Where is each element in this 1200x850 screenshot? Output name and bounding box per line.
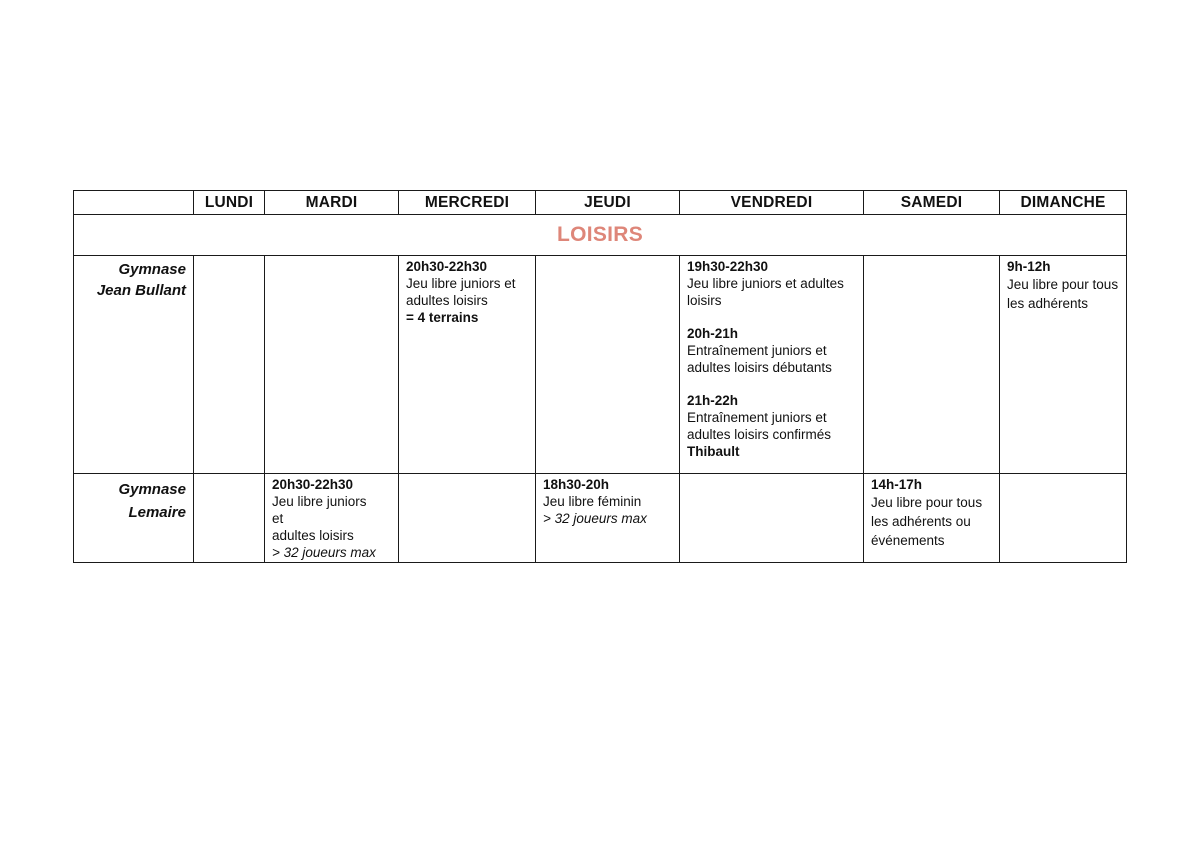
cell-lem-lundi [194,474,265,563]
slot-time: 20h30-22h30 [272,477,354,492]
slot-description: Jeu libre pour tous les adhérents ou événements [871,495,983,548]
cell-lem-mercredi [399,474,536,563]
slot-description: Jeu libre juniors et adultes loisirs [406,276,516,308]
cell-lem-dimanche [1000,474,1127,563]
header-row [74,191,1127,215]
cell-lem-mardi [265,474,399,563]
slot-note: = 4 terrains [406,310,479,325]
venue-line-2: Jean Bullant [96,282,186,299]
section-row [74,215,1127,256]
cell-jb-jeudi [536,256,680,474]
section-cell [74,215,1127,256]
day-header-lundi: LUNDI [194,191,265,215]
venue-label-lemaire [74,474,194,563]
cell-jb-mardi [265,256,399,474]
day-header-jeudi: JEUDI [536,191,680,215]
slot-time: 9h-12h [1007,259,1051,274]
slot-note: > 32 joueurs max [543,511,647,526]
section-title: LOISIRS [556,223,644,246]
slot-time: 20h-21h [687,326,739,341]
slot-description: Entraînement juniors et adultes loisirs débutants [687,343,832,375]
slot-coach: Thibault [687,444,740,459]
slot-time: 18h30-20h [543,477,610,492]
day-header-mercredi: MERCREDI [399,191,536,215]
day-header-vendredi: VENDREDI [680,191,864,215]
slot-description-line-2: et [272,511,284,526]
venue-label-jean-bullant [74,256,194,474]
slot-description: Jeu libre pour tous les adhérents [1007,277,1119,311]
slot-time: 21h-22h [687,393,739,408]
day-header-samedi: SAMEDI [864,191,1000,215]
corner-cell [74,191,194,215]
schedule-table [73,190,1127,563]
day-header-dimanche: DIMANCHE [1000,191,1127,215]
slot-description: Jeu libre féminin [543,494,642,509]
venue-row-lemaire [74,474,1127,563]
cell-jb-samedi [864,256,1000,474]
cell-jb-dimanche [1000,256,1127,474]
cell-jb-mercredi [399,256,536,474]
venue-line-1: Gymnase [118,481,186,498]
cell-jb-lundi [194,256,265,474]
cell-lem-vendredi [680,474,864,563]
cell-jb-vendredi [680,256,864,474]
slot-description: Jeu libre juniors et adultes loisirs [687,276,844,308]
venue-line-1: Gymnase [118,261,186,278]
slot-note: > 32 joueurs max [272,545,376,560]
slot-time: 20h30-22h30 [406,259,488,274]
venue-line-2: Lemaire [128,504,186,521]
slot-time: 19h30-22h30 [687,259,769,274]
slot-description-line-3: adultes loisirs [272,528,354,543]
cell-lem-jeudi [536,474,680,563]
cell-lem-samedi [864,474,1000,563]
slot-description: Entraînement juniors et adultes loisirs confirmés [687,410,832,442]
slot-description-line-1: Jeu libre juniors [272,494,367,509]
venue-row-jean-bullant [74,256,1127,474]
slot-time: 14h-17h [871,477,923,492]
day-header-mardi: MARDI [265,191,399,215]
